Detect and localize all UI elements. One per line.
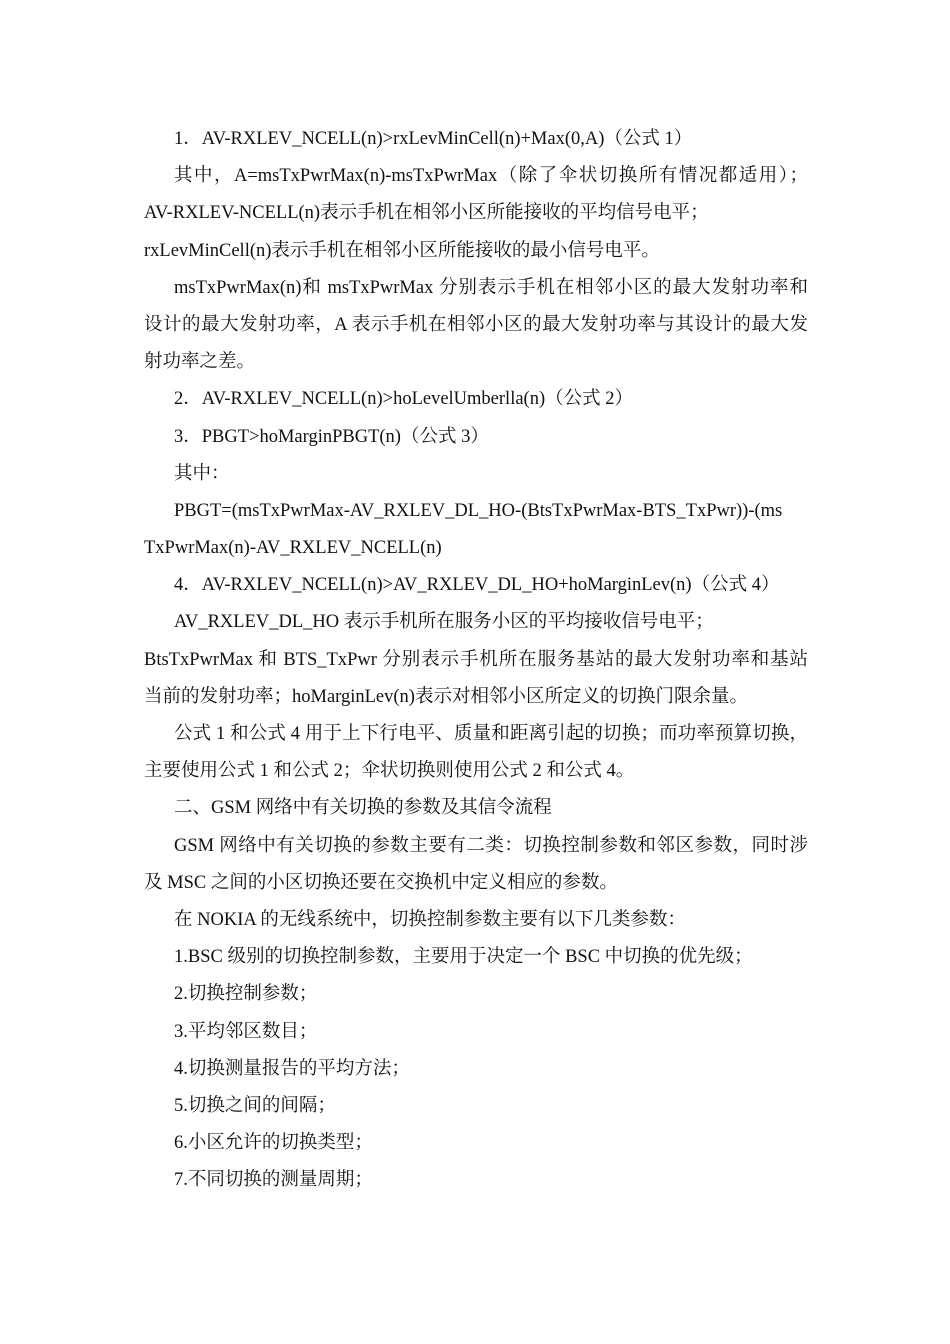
text-line: 其中：	[174, 463, 230, 484]
text-line: 射功率之差。	[144, 352, 256, 373]
text-line: msTxPwrMax(n)和 msTxPwrMax 分别表示手机在相邻小区的最大发射功率和	[174, 277, 808, 298]
text-line: 1．AV-RXLEV_NCELL(n)>rxLevMinCell(n)+Max(0,A)（公式 1）	[174, 129, 693, 149]
text-line: PBGT=(msTxPwrMax-AV_RXLEV_DL_HO-(BtsTxPwrMax-BTS_TxPwr))-(ms	[174, 500, 783, 521]
text-line: BtsTxPwrMax 和 BTS_TxPwr 分别表示手机所在服务基站的最大发射功率和基站	[144, 649, 808, 670]
list-item: 5.切换之间的间隔；	[174, 1095, 336, 1116]
text-line: 当前的发射功率；hoMarginLev(n)表示对相邻小区所定义的切换门限余量。	[144, 686, 748, 707]
text-line: 主要使用公式 1 和公式 2；伞状切换则使用公式 2 和公式 4。	[144, 761, 635, 782]
list-item: 2.切换控制参数；	[174, 984, 318, 1005]
list-item: 3.平均邻区数目；	[174, 1021, 318, 1042]
list-item: 4.切换测量报告的平均方法；	[174, 1058, 410, 1079]
text-line: AV_RXLEV_DL_HO 表示手机所在服务小区的平均接收信号电平；	[174, 612, 714, 633]
section-heading: 二、GSM 网络中有关切换的参数及其信令流程	[174, 798, 552, 819]
text-line: GSM 网络中有关切换的参数主要有二类：切换控制参数和邻区参数，同时涉	[174, 835, 808, 856]
text-line: 公式 1 和公式 4 用于上下行电平、质量和距离引起的切换；而功率预算切换，	[174, 724, 808, 744]
text-line: 设计的最大发射功率，A 表示手机在相邻小区的最大发射功率与其设计的最大发	[144, 314, 808, 335]
list-item: 1.BSC 级别的切换控制参数，主要用于决定一个 BSC 中切换的优先级；	[174, 947, 753, 968]
text-line: 及 MSC 之间的小区切换还要在交换机中定义相应的参数。	[144, 872, 618, 893]
document-body	[144, 121, 808, 1199]
text-line: 4．AV-RXLEV_NCELL(n)>AV_RXLEV_DL_HO+hoMarginLev(n)（公式 4）	[174, 575, 780, 596]
list-item: 6.小区允许的切换类型；	[174, 1133, 373, 1154]
text-line: rxLevMinCell(n)表示手机在相邻小区所能接收的最小信号电平。	[144, 240, 660, 261]
text-line: 3．PBGT>hoMarginPBGT(n)（公式 3）	[174, 426, 489, 447]
text-line: AV-RXLEV-NCELL(n)表示手机在相邻小区所能接收的平均信号电平；	[144, 203, 709, 224]
text-line: 在 NOKIA 的无线系统中，切换控制参数主要有以下几类参数：	[174, 909, 686, 930]
text-line: 其中，A=msTxPwrMax(n)-msTxPwrMax（除了伞状切换所有情况都适用）；	[174, 166, 808, 187]
text-line: TxPwrMax(n)-AV_RXLEV_NCELL(n)	[144, 538, 442, 559]
list-item: 7.不同切换的测量周期；	[174, 1170, 373, 1191]
text-line: 2．AV-RXLEV_NCELL(n)>hoLevelUmberlla(n)（公式 2）	[174, 389, 633, 410]
